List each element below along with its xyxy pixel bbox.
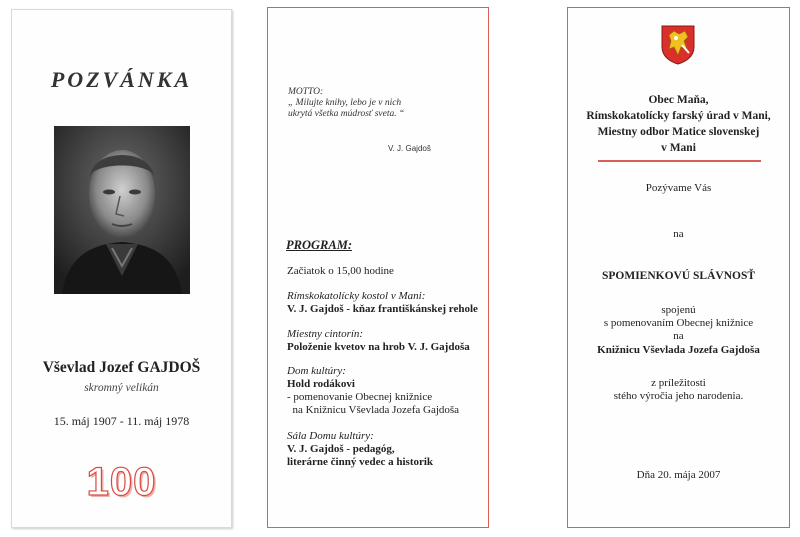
occasion-text: stého výročia jeho narodenia. [613, 390, 744, 402]
joined-text: s pomenovaním Obecnej knižnice [603, 317, 754, 329]
program-item [287, 290, 487, 316]
invite-text: Pozývame Vás [645, 182, 712, 194]
program-activity: Položenie kvetov na hrob V. J. Gajdoša [287, 341, 470, 353]
life-dates: 15. máj 1907 - 11. máj 1978 [53, 414, 190, 428]
motto-line: „ Milujte knihy, lebo je v nich [288, 98, 402, 108]
anniversary-number: 100 [86, 460, 157, 504]
organizer-line: Obec Maňa, [648, 94, 709, 106]
divider [598, 160, 761, 162]
program-place: Rímskokatolícky kostol v Mani: [287, 290, 426, 302]
joined-text: spojenú [661, 304, 696, 316]
invitation-panel [567, 7, 790, 528]
cover-panel [11, 9, 232, 528]
program-activity: V. J. Gajdoš - kňaz františkánskej rehole [287, 303, 478, 315]
motto-line: ukrytá všetka múdrosť sveta. “ [288, 109, 405, 119]
na-text: na [673, 228, 684, 240]
invitation-title: POZVÁNKA [50, 67, 193, 92]
program-subline: - pomenovanie Obecnej knižnice [287, 391, 433, 403]
library-name: Knižnicu Vševlada Jozefa Gajdoša [597, 344, 760, 356]
motto-label: MOTTO: [288, 87, 324, 97]
organizers [568, 92, 789, 156]
program-panel [267, 7, 489, 528]
program-item [287, 430, 487, 469]
joined-text: na [673, 330, 684, 342]
honoree-subtitle: skromný velikán [84, 382, 159, 394]
organizer-line: Rímskokatolícky farský úrad v Mani, [586, 110, 771, 122]
coat-of-arms-icon [661, 25, 695, 65]
program-item [287, 328, 487, 354]
organizer-line: Miestny odbor Matice slovenskej [597, 126, 760, 138]
motto [288, 87, 478, 120]
program-place: Dom kultúry: [287, 365, 346, 377]
program-heading: PROGRAM: [286, 238, 352, 252]
program-activity: V. J. Gajdoš - pedagóg, [287, 443, 395, 455]
occasion-text: z príležitosti [651, 377, 706, 389]
program-activity: Hold rodákovi [287, 378, 355, 390]
program-activity: literárne činný vedec a historik [287, 456, 434, 468]
motto-author: V. J. Gajdoš [388, 144, 431, 153]
program-place: Miestny cintorín: [287, 328, 364, 340]
start-time: Začiatok o 15,00 hodine [287, 265, 394, 277]
program-place: Sála Domu kultúry: [287, 430, 374, 442]
portrait-photo [54, 126, 190, 294]
event-name: SPOMIENKOVÚ SLÁVNOSŤ [601, 270, 756, 282]
event-date: Dňa 20. mája 2007 [636, 469, 721, 481]
organizer-line: v Mani [661, 142, 696, 154]
program-subline: na Knižnicu Vševlada Jozefa Gajdoša [287, 404, 460, 416]
honoree-name: Vševlad Jozef GAJDOŠ [42, 359, 201, 376]
program-item [287, 365, 487, 417]
